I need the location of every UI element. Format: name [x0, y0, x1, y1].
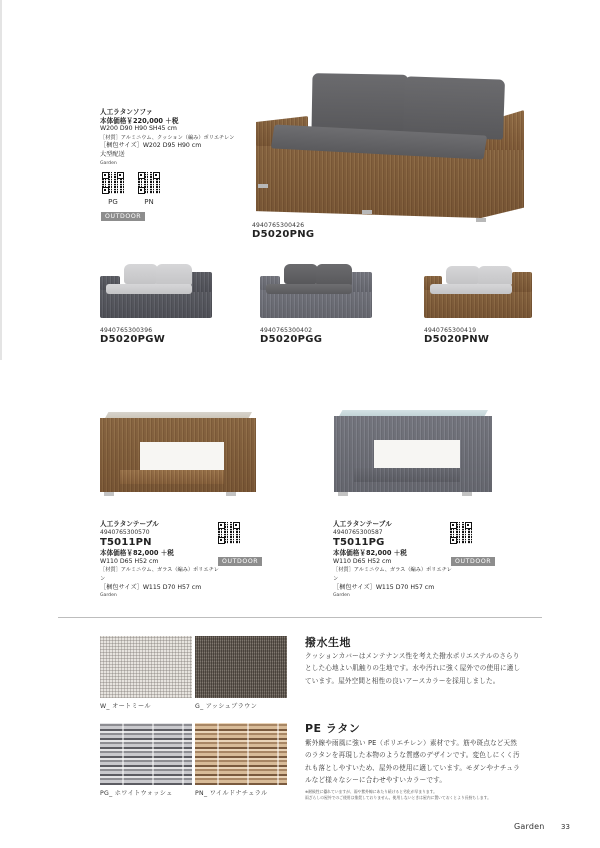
swatch-label: G_ アッシュブラウン — [195, 703, 258, 710]
product-code: D5020PNW — [424, 334, 490, 345]
qr-code-t5011pg[interactable] — [450, 522, 472, 544]
footnote-1: ※耐候性に優れていますが、雨や紫外線にあたり続けると劣化が早まります。 — [305, 789, 437, 794]
swatch-label: PG_ ホワイトウォッシュ — [100, 790, 173, 797]
table-image-t5011pn — [100, 412, 256, 496]
feature-body-water-repellent: クッションカバーはメンテナンス性を考えた撥水ポリエステルのさらりとした心地よい肌触りの生地です。水や汚れに強く屋外での使用に適しています。屋外空間と相性の良いアースカラーを採用しました。 — [305, 652, 521, 685]
product-material: ［材質］アルミニウム、ガラス（編み）ポリエチレン — [333, 567, 452, 582]
product-shipping: 大型配送 — [100, 150, 125, 158]
product-name: 人工ラタンテーブル — [100, 520, 159, 528]
swatch-label: W_ オートミール — [100, 703, 151, 710]
footer-brand: Garden — [514, 822, 545, 831]
sofa-image-d5020pnw — [424, 264, 534, 320]
product-material: ［材質］アルミニウム、クッション（編み）ポリエチレン — [100, 134, 235, 141]
jan-code: 4940765300402 — [260, 327, 313, 334]
product-size: W110 D65 H52 cm — [100, 557, 159, 565]
qr-code-pg[interactable] — [102, 172, 124, 194]
product-brand: Garden — [100, 160, 117, 166]
outdoor-badge: OUTDOOR — [218, 557, 262, 566]
product-price: 本体価格￥220,000 ＋税 — [100, 116, 179, 125]
jan-code: 4940765300570 — [100, 528, 150, 536]
swatch-oatmeal — [100, 636, 192, 698]
swatch-wild-natural — [195, 723, 287, 785]
product-name: 人工ラタンソファ — [100, 108, 153, 116]
qr-code-t5011pn[interactable] — [218, 522, 240, 544]
sofa-image-d5020pgg — [260, 262, 374, 320]
table-pg-info — [333, 520, 453, 601]
sofa-image-d5020png — [252, 72, 532, 222]
product-code: D5020PGG — [260, 334, 323, 345]
product-brand: Garden — [333, 593, 350, 599]
table-image-t5011pg — [334, 410, 492, 496]
feature-body-pe-rattan: 紫外線や雨風に強い PE（ポリエチレン）素材です。筋や斑点など天然のラタンを再現した本物のような質感のデザインです。変色しにくく汚れも落としやすいため、屋外の使用に適しています。モダンやナチュラルなど様々なシーに合わせやすいカラーです。 — [305, 739, 520, 785]
outdoor-badge: OUTDOOR — [451, 557, 495, 566]
qr-label-pn: PN — [144, 198, 154, 206]
swatch-white-wash — [100, 723, 192, 785]
product-package: ［梱包サイズ］W115 D70 H57 cm — [333, 583, 435, 591]
product-package: ［梱包サイズ］W115 D70 H57 cm — [100, 583, 202, 591]
table-pn-info — [100, 520, 220, 601]
product-package: ［梱包サイズ］W202 D95 H90 cm — [100, 142, 202, 150]
section-divider — [58, 617, 542, 618]
jan-code: 4940765300419 — [424, 327, 477, 334]
jan-code: 4940765300426 — [252, 222, 305, 229]
qr-code-pn[interactable] — [138, 172, 160, 194]
feature-title-water-repellent: 撥水生地 — [305, 636, 351, 649]
product-brand: Garden — [100, 593, 117, 599]
product-price: 本体価格￥82,000 ＋税 — [100, 549, 174, 558]
product-material: ［材質］アルミニウム、ガラス（編み）ポリエチレン — [100, 567, 219, 582]
product-code: D5020PGW — [100, 334, 166, 345]
swatch-label: PN_ ワイルドナチュラル — [195, 790, 268, 797]
featured-sofa-info — [100, 108, 240, 168]
sofa-image-d5020pgw — [100, 262, 214, 320]
feature-title-pe-rattan: PE ラタン — [305, 722, 361, 735]
product-size: W200 D90 H90 SH45 cm — [100, 125, 177, 133]
jan-code: 4940765300587 — [333, 528, 383, 536]
product-size: W110 D65 H52 cm — [333, 557, 392, 565]
product-name: 人工ラタンテーブル — [333, 520, 392, 528]
page-number: 33 — [561, 823, 570, 831]
jan-code: 4940765300396 — [100, 327, 153, 334]
qr-label-pg: PG — [108, 198, 118, 206]
swatch-ash-brown — [195, 636, 287, 698]
product-code: T5011PN — [100, 537, 152, 549]
product-price: 本体価格￥82,000 ＋税 — [333, 549, 407, 558]
outdoor-badge: OUTDOOR — [101, 212, 145, 221]
page-edge — [0, 0, 2, 360]
product-code: D5020PNG — [252, 229, 315, 240]
product-code: T5011PG — [333, 537, 385, 549]
footnote-2: 雨ざらしの屋外でのご使用は推奨しておりません。使用しないときは屋内に置いておくとより長持ちします。 — [305, 795, 491, 800]
